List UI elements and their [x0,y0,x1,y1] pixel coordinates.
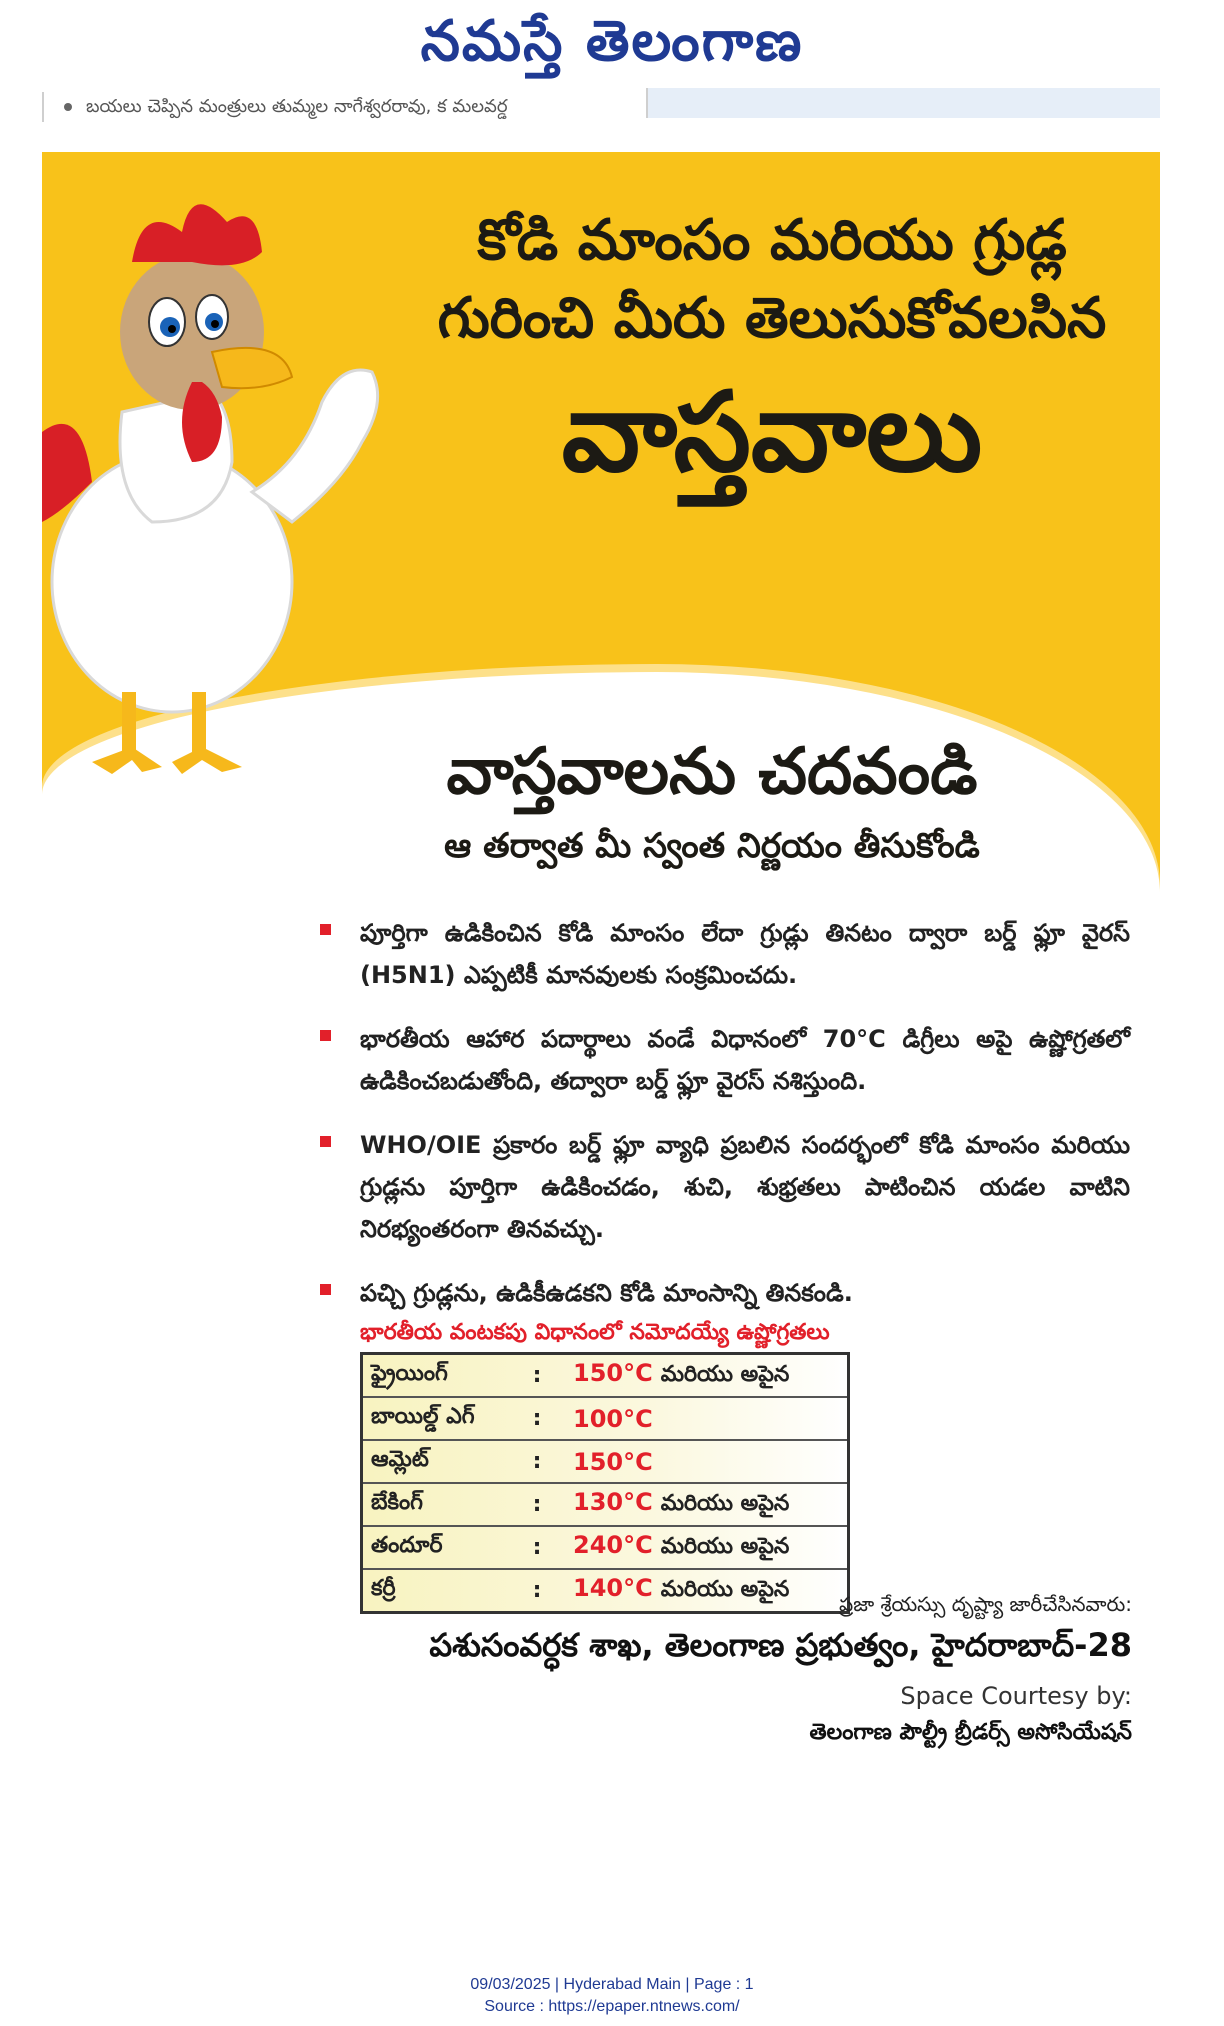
table-cell-item: కర్రీ [362,1569,510,1613]
table-cell-colon: : [532,1363,542,1388]
table-cell-value [565,1483,849,1526]
table-row [362,1483,849,1526]
temperature-value: 100°C [573,1404,653,1433]
page-footer [0,1974,1224,2018]
masthead: నమస్తే తెలంగాణ [420,8,804,74]
temperature-table [360,1352,850,1614]
temperature-value: 240°C [573,1531,653,1559]
read-facts-title: వాస్తవాలను చదవండి [446,735,978,809]
temperature-note: మరియు అపైన [660,1577,790,1602]
teaser-text: బయలు చెప్పిన మంత్రులు తుమ్మల నాగేశ్వరరావు, క మలవర్డ [86,96,508,117]
temperature-value: 150°C [573,1447,653,1476]
table-cell-colon: : [509,1569,565,1613]
rooster-icon [42,162,402,802]
temperature-note: మరియు అపైన [660,1362,790,1387]
read-facts [302,732,1122,872]
temperature-value: 140°C [573,1574,653,1602]
table-cell-item: బేకింగ్ [362,1483,510,1526]
temperature-note: మరియు అపైన [660,1534,790,1559]
list-item-text: WHO/OIE ప్రకారం బర్డ్ ఫ్లూ వ్యాధి ప్రబలిన సందర్భంలో కోడి మాంసం మరియు గ్రుడ్లను పూర్తిగా ఉడికించడం, శుచి, శుభ్రతలు పాటించిన యడల వాటిని నిరభ్యంతరంగా తినవచ్చు. [360,1131,1130,1243]
table-cell-colon: : [509,1483,565,1526]
list-item [320,912,1130,996]
table-row [362,1569,849,1613]
list-item [320,1272,1130,1314]
ad-bottom-panel [42,1732,1160,1900]
table-cell-value [565,1569,849,1613]
headline [422,202,1122,502]
table-cell-colon: : [509,1440,565,1483]
facts-list [320,912,1130,1336]
advertisement [42,152,1160,1900]
issuer: పశుసంవర్ధక శాఖ, తెలంగాణ ప్రభుత్వం, హైదరాబాద్-28 [429,1626,1132,1664]
read-facts-subtitle: ఆ తర్వాత మీ స్వంత నిర్ణయం తీసుకోండి [444,826,980,866]
temperature-table-title: భారతీయ వంటకపు విధానంలో నమోదయ్యే ఉష్ణోగ్రతలు [360,1320,830,1345]
table-cell-colon: : [509,1526,565,1569]
table-row [362,1354,849,1398]
table-cell-item: ఫ్రైయింగ్ [371,1360,448,1386]
list-item-text: పూర్తిగా ఉడికించిన కోడి మాంసం లేదా గ్రుడ్లు తినటం ద్వారా బర్డ్ ఫ్లూ వైరస్ (H5N1) ఎప్పటికీ మానవులకు సంక్రమించదు. [360,919,1130,989]
table-row [362,1397,849,1440]
table-row [362,1526,849,1569]
square-bullet-icon [320,1284,331,1295]
list-item [320,1124,1130,1250]
temperature-value: 130°C [573,1488,653,1516]
issuer-note: ప్రజా శ్రేయస్సు దృష్ట్యా జారీచేసినవారు: [838,1592,1132,1616]
teaser-right [646,88,1160,118]
table-cell-item: ఆమ్లెట్ [362,1440,510,1483]
temperature-note: మరియు అపైన [660,1491,790,1516]
table-cell-item: తందూర్ [362,1526,510,1569]
footer-dateline: 09/03/2025 | Hyderabad Main | Page : 1 [470,1976,754,1993]
space-courtesy: Space Courtesy by: [900,1682,1132,1710]
square-bullet-icon [320,1136,331,1147]
table-row [362,1440,849,1483]
footer-source[interactable]: Source : https://epaper.ntnews.com/ [484,1998,740,2015]
temperature-value: 150°C [573,1359,653,1387]
bullet-dot-icon [64,103,72,111]
teaser-left [42,92,614,122]
table-cell-value [565,1440,849,1483]
headline-line-3: వాస్తవాలు [561,368,983,496]
table-cell-value [565,1526,849,1569]
association-name: తెలంగాణ పౌల్ట్రీ బ్రీడర్స్ అసోసియేషన్ [809,1720,1132,1745]
square-bullet-icon [320,1030,331,1041]
list-item [320,1018,1130,1102]
table-cell-value [565,1397,849,1440]
table-cell-item: బాయిల్డ్ ఎగ్ [362,1397,510,1440]
headline-line-1: కోడి మాంసం మరియు గ్రుడ్ల [477,208,1067,273]
table-cell-colon: : [509,1397,565,1440]
list-item-text: భారతీయ ఆహార పదార్థాలు వండే విధానంలో 70°C డిగ్రీలు అపై ఉష్ణోగ్రతలో ఉడికించబడుతోంది, తద్వారా బర్డ్ ఫ్లూ వైరస్ నశిస్తుంది. [360,1025,1130,1095]
list-item-text: పచ్చి గ్రుడ్లను, ఉడికీఉడకని కోడి మాంసాన్ని తినకండి. [360,1279,853,1307]
table-cell-value [565,1354,849,1398]
square-bullet-icon [320,924,331,935]
headline-line-2: గురించి మీరు తెలుసుకోవలసిన [437,286,1107,351]
